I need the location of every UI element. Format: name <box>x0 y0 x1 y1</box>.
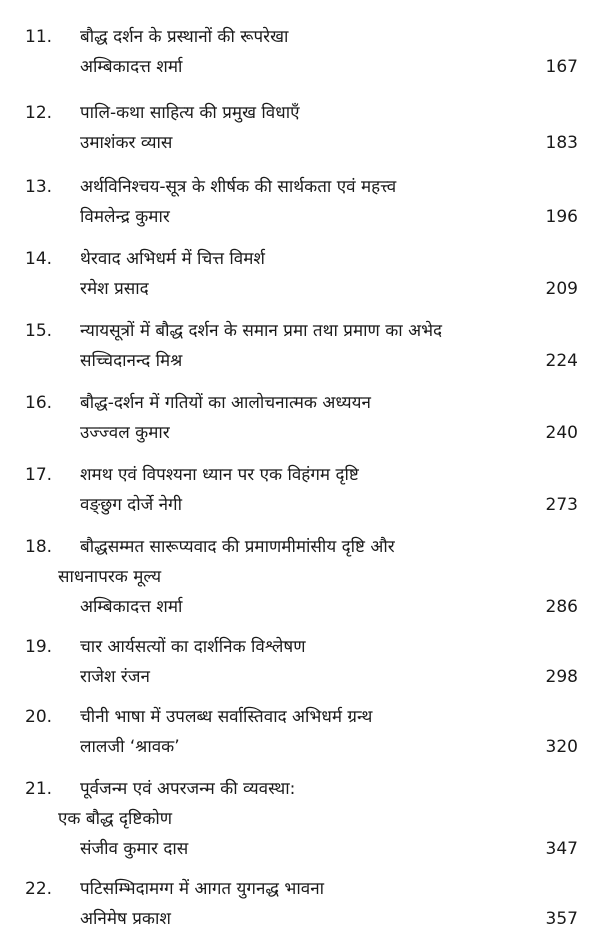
entry-number: 16. <box>25 393 53 413</box>
entry-title: चीनी भाषा में उपलब्ध सर्वास्तिवाद अभिधर्म ग्रन्थ <box>80 707 373 727</box>
entry-number: 13. <box>25 177 53 197</box>
entry-page-number: 320 <box>545 737 578 757</box>
entry-title: पालि-कथा साहित्य की प्रमुख विधाएँ <box>80 103 300 123</box>
entry-author: अम्बिकादत्त शर्मा <box>80 57 183 77</box>
entry-author: अम्बिकादत्त शर्मा <box>80 597 183 617</box>
entry-author: राजेश रंजन <box>80 667 150 687</box>
entry-page-number: 167 <box>545 57 578 77</box>
entry-number: 18. <box>25 537 53 557</box>
entry-author: संजीव कुमार दास <box>80 839 189 859</box>
entry-title: बौद्धसम्मत सारूप्यवाद की प्रमाणमीमांसीय दृष्टि और <box>80 537 395 557</box>
entry-page-number: 209 <box>545 279 578 299</box>
entry-title: पूर्वजन्म एवं अपरजन्म की व्यवस्था: <box>80 779 296 799</box>
entry-number: 11. <box>25 27 53 47</box>
entry-number: 21. <box>25 779 53 799</box>
entry-number: 15. <box>25 321 53 341</box>
entry-number: 12. <box>25 103 53 123</box>
entry-page-number: 224 <box>545 351 578 371</box>
entry-author: वङ्छुग दोर्जे नेगी <box>80 495 183 515</box>
entry-author: लालजी ‘श्रावक’ <box>80 737 180 757</box>
entry-author: अनिमेष प्रकाश <box>80 909 171 929</box>
entry-number: 17. <box>25 465 53 485</box>
entry-title: अर्थविनिश्चय-सूत्र के शीर्षक की सार्थकता एवं महत्त्व <box>80 177 397 197</box>
entry-page-number: 298 <box>545 667 578 687</box>
entry-author: सच्चिदानन्द मिश्र <box>80 351 183 371</box>
entry-page-number: 240 <box>545 423 578 443</box>
entry-page-number: 357 <box>545 909 578 929</box>
entry-title: चार आर्यसत्यों का दार्शनिक विश्लेषण <box>80 637 306 657</box>
entry-page-number: 273 <box>545 495 578 515</box>
entry-title: न्यायसूत्रों में बौद्ध दर्शन के समान प्रमा तथा प्रमाण का अभेद <box>80 321 443 341</box>
entry-number: 14. <box>25 249 53 269</box>
entry-title: थेरवाद अभिधर्म में चित्त विमर्श <box>80 249 265 269</box>
entry-number: 19. <box>25 637 53 657</box>
entry-page-number: 183 <box>545 133 578 153</box>
entry-page-number: 196 <box>545 207 578 227</box>
entry-title: शमथ एवं विपश्यना ध्यान पर एक विहंगम दृष्टि <box>80 465 359 485</box>
entry-title-continued: एक बौद्ध दृष्टिकोण <box>58 809 173 829</box>
entry-page-number: 347 <box>545 839 578 859</box>
entry-number: 20. <box>25 707 53 727</box>
entry-author: विमलेन्द्र कुमार <box>80 207 170 227</box>
entry-title: बौद्ध दर्शन के प्रस्थानों की रूपरेखा <box>80 27 289 47</box>
entry-author: उमाशंकर व्यास <box>80 133 173 153</box>
entry-author: उज्ज्वल कुमार <box>80 423 170 443</box>
entry-title-continued: साधनापरक मूल्य <box>58 567 162 587</box>
entry-author: रमेश प्रसाद <box>80 279 149 299</box>
entry-number: 22. <box>25 879 53 899</box>
entry-title: पटिसम्भिदामग्ग में आगत युगनद्ध भावना <box>80 879 325 899</box>
entry-page-number: 286 <box>545 597 578 617</box>
entry-title: बौद्ध-दर्शन में गतियों का आलोचनात्मक अध्ययन <box>80 393 371 413</box>
